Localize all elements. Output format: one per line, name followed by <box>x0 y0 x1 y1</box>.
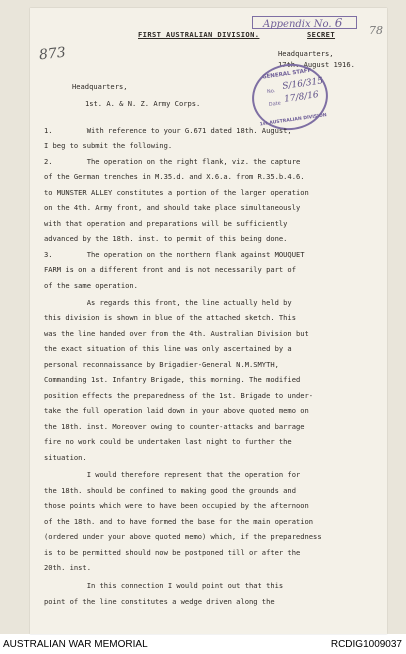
body-line: was the line handed over from the 4th. Australian Division but <box>44 329 309 338</box>
body-line: As regards this front, the line actually held by <box>44 298 292 307</box>
document-page <box>30 8 387 634</box>
document-title: FIRST AUSTRALIAN DIVISION. <box>138 30 260 39</box>
footer-institution: AUSTRALIAN WAR MEMORIAL <box>3 639 148 650</box>
body-line: (ordered under your above quoted memo) which, if the preparedness <box>44 532 322 541</box>
classification-mark: SECRET <box>307 30 336 39</box>
body-line: In this connection I would point out that this <box>44 581 284 590</box>
appendix-stamp <box>252 16 357 29</box>
stamp-top-text: GENERAL STAFF <box>261 67 312 81</box>
addressee-line-2: 1st. A. & N. Z. Army Corps. <box>85 99 201 108</box>
body-line: Commanding 1st. Infantry Brigade, this morning. The modified <box>44 375 301 384</box>
body-line: with that operation and preparations will be sufficiently <box>44 219 288 228</box>
body-line: situation. <box>44 453 87 462</box>
general-staff-stamp <box>248 59 332 135</box>
body-line: I would therefore represent that the operation for <box>44 470 301 479</box>
body-line: 1. With reference to your G.671 dated 18th. August, <box>44 126 292 135</box>
body-line: to MUNSTER ALLEY constitutes a portion of the larger operation <box>44 188 309 197</box>
page-number: 78 <box>369 24 383 37</box>
body-line: take the full operation laid down in your above quoted memo on <box>44 406 309 415</box>
sender-line: Headquarters, <box>278 49 334 58</box>
stamp-date-value: 17/8/16 <box>283 90 320 105</box>
body-line: of the same operation. <box>44 281 138 290</box>
stamp-no-value: S/16/315 <box>281 76 324 92</box>
body-line: fire no work could be undertaken last night to further the <box>44 437 292 446</box>
body-line: of the 18th. and to have formed the base for the main operation <box>44 517 314 526</box>
body-line: I beg to submit the following. <box>44 141 173 150</box>
body-line: 3. The operation on the northern flank against MOUQUET <box>44 250 305 259</box>
body-line: point of the line constitutes a wedge driven along the <box>44 597 275 606</box>
stamp-no-label: No. <box>266 88 276 96</box>
letter-date: 17th. August 1916. <box>278 60 355 69</box>
body-line: the 18th. inst. Moreover owing to counter-attacks and barrage <box>44 422 305 431</box>
appendix-label: Appendix No. <box>263 19 332 30</box>
body-line: 2. The operation on the right flank, viz. the capture <box>44 157 301 166</box>
body-line: advanced by the 18th. inst. to permit of this being done. <box>44 234 288 243</box>
body-line: FARM is on a different front and is not necessarily part of <box>44 265 296 274</box>
stamp-bottom-text: 1st AUSTRALIAN DIVISION <box>259 113 328 128</box>
body-line: on the 4th. Army front, and should take place simultaneously <box>44 203 301 212</box>
body-line: is to be permitted should now be postponed till or after the <box>44 548 301 557</box>
body-line: the exact situation of this line was only ascertained by a <box>44 344 292 353</box>
body-line: the 18th. should be confined to making good the grounds and <box>44 486 296 495</box>
footer-record-id: RCDIG1009037 <box>330 639 402 650</box>
appendix-number: 6 <box>334 16 343 30</box>
body-line: 20th. inst. <box>44 563 91 572</box>
body-line: position effects the preparedness of the 1st. Brigade to under- <box>44 391 314 400</box>
stamp-date-label: Date <box>268 100 282 108</box>
body-line: this division is shown in blue of the attached sketch. This <box>44 313 296 322</box>
body-line: personal reconnaissance by Brigadier-General N.M.SMYTH, <box>44 360 279 369</box>
body-line: those points which were to have been occupied by the afternoon <box>44 501 309 510</box>
body-line: of the German trenches in M.35.d. and X.6.a. from R.35.b.4.6. <box>44 172 305 181</box>
pencil-annotation: 873 <box>38 44 67 64</box>
addressee-line-1: Headquarters, <box>72 82 128 91</box>
